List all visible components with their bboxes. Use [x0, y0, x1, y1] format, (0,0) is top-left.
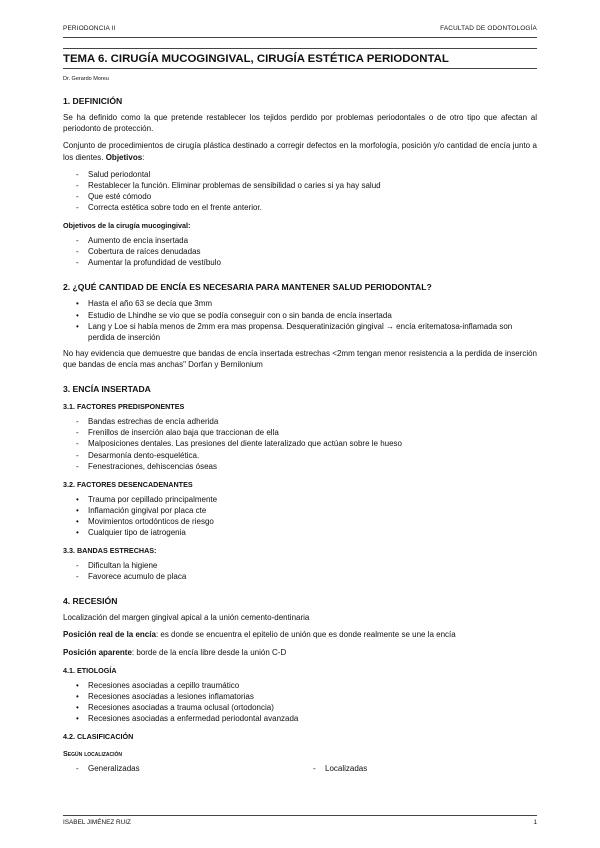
list-item: • Estudio de Lhindhe se vio que se podía conseguir con o sin banda de encía insertada: [76, 310, 392, 320]
list-item: • Trauma por cepillado principalmente: [76, 494, 218, 504]
list-item: - Desarmonía dento-esquelética.: [76, 450, 200, 460]
posicion-real-paragraph: Posición real de la encía: es donde se encuentra el epitelio de unión que es donde realmente se une la encía: [63, 630, 456, 640]
definition-paragraph: Se ha definido como la que pretende restablecer los tejidos perdido por problemas periodontales o de otro tipo que afectan al periodonto de protección.: [63, 113, 537, 134]
footer-author: ISABEL JIMÉNEZ RUIZ: [63, 819, 131, 826]
header-course: PERIODONCIA II: [63, 25, 116, 32]
list-item: • Inflamación gingival por placa cte: [76, 505, 207, 515]
etiologia-heading: 4.1. ETIOLOGÍA: [63, 665, 117, 675]
segun-localizacion-heading: Según localización: [63, 749, 123, 759]
desencadenantes-list: [63, 494, 537, 538]
posicion-aparente-paragraph: Posición aparente: borde de la encía libre desde la unión C-D: [63, 647, 287, 657]
list-item: - Generalizadas: [76, 764, 140, 774]
predisponentes-list: [63, 416, 537, 471]
evidence-paragraph: No hay evidencia que demuestre que bandas de encía insertada estrechas <2mm tengan menor resistencia a la perdida de inserción que bandas de encía mas anchas" Dorfan y Bernilonium: [63, 348, 537, 370]
page-footer: [63, 815, 537, 826]
page-number: 1: [533, 819, 537, 826]
list-item: • Recesiones asociadas a enfermedad periodontal avanzada: [76, 714, 299, 724]
bandas-heading: 3.3. BANDAS ESTRECHAS:: [63, 546, 157, 556]
desencadenantes-heading: 3.2. FACTORES DESENCADENANTES: [63, 479, 193, 489]
list-item: - Correcta estética sobre todo en el frente anterior.: [76, 203, 262, 213]
bandas-list: [63, 560, 537, 582]
section-recesion-heading: 4. RECESIÓN: [63, 596, 118, 607]
document-body: [63, 48, 537, 779]
list-item: - Aumentar la profundidad de vestíbulo: [76, 258, 221, 268]
list-item: - Que esté cómodo: [76, 192, 152, 201]
list-item: - Bandas estrechas de encía adherida: [76, 417, 219, 427]
cantidad-list: [63, 298, 537, 342]
etiologia-list: [63, 680, 537, 724]
list-item: - Fenestraciones, dehiscencias óseas: [76, 461, 217, 471]
list-item: • Lang y Loe si había menos de 2mm era mas propensa. Desqueratinización gingival → encía eritematosa-inflamada son perdida de inserción: [76, 321, 513, 342]
list-item: • Recesiones asociadas a cepillo traumático: [76, 680, 240, 690]
mucogingival-objectives-heading: Objetivos de la cirugía mucogingival:: [63, 221, 191, 231]
section-encia-heading: 3. ENCÍA INSERTADA: [63, 384, 151, 395]
section-definicion-heading: 1. DEFINICIÓN: [63, 96, 123, 106]
list-item: • Hasta el año 63 se decía que 3mm: [76, 299, 213, 309]
list-item: - Favorece acumulo de placa: [76, 572, 187, 582]
recesion-paragraph: Localización del margen gingival apical a la unión cemento-dentinaria: [63, 613, 310, 623]
list-item: - Malposiciones dentales. Las presiones del diente lateralizado que actúan sobre le hueso: [76, 439, 402, 449]
list-item: - Aumento de encía insertada: [76, 236, 189, 246]
list-item: • Movimientos ortodónticos de riesgo: [76, 516, 214, 526]
list-item: - Restablecer la función. Eliminar problemas de sensibilidad o caries si ya hay salud: [76, 180, 381, 190]
header-faculty: FACULTAD DE ODONTOLOGÍA: [440, 25, 537, 32]
list-item: - Dificultan la higiene: [76, 561, 158, 571]
list-item: • Recesiones asociadas a trauma oclusal (ortodoncia): [76, 703, 274, 713]
section-cantidad-heading: 2. ¿QUÉ CANTIDAD DE ENCÍA ES NECESARIA PARA MANTENER SALUD PERIODONTAL?: [63, 282, 432, 293]
objectives-list: [63, 169, 537, 213]
list-item: - Frenillos de inserción alao baja que traccionan de ella: [76, 428, 279, 438]
list-item: • Cualquier tipo de iatrogenia: [76, 528, 186, 537]
clasificacion-heading: 4.2. CLASIFICACIÓN: [63, 732, 134, 742]
list-item: - Localizadas: [313, 764, 368, 774]
procedures-paragraph: Conjunto de procedimientos de cirugía plástica destinado a corregir defectos en la morfología, posición y/o cantidad de encía junto a los dientes. Objetivos:: [63, 141, 537, 162]
mucogingival-objectives-list: [63, 235, 537, 268]
list-item: - Salud periodontal: [76, 169, 151, 179]
localizacion-columns: [63, 763, 537, 779]
page-header: [63, 25, 537, 38]
page-title: TEMA 6. CIRUGÍA MUCOGINGIVAL, CIRUGÍA ESTÉTICA PERIODONTAL: [63, 48, 537, 69]
list-item: - Cobertura de raíces denudadas: [76, 247, 201, 257]
list-item: • Recesiones asociadas a lesiones inflamatorias: [76, 691, 254, 701]
predisponentes-heading: 3.1. FACTORES PREDISPONENTES: [63, 402, 185, 412]
objectives-label: Objetivos: [105, 152, 143, 162]
author: Dr. Gerardo Moreu: [63, 76, 109, 82]
